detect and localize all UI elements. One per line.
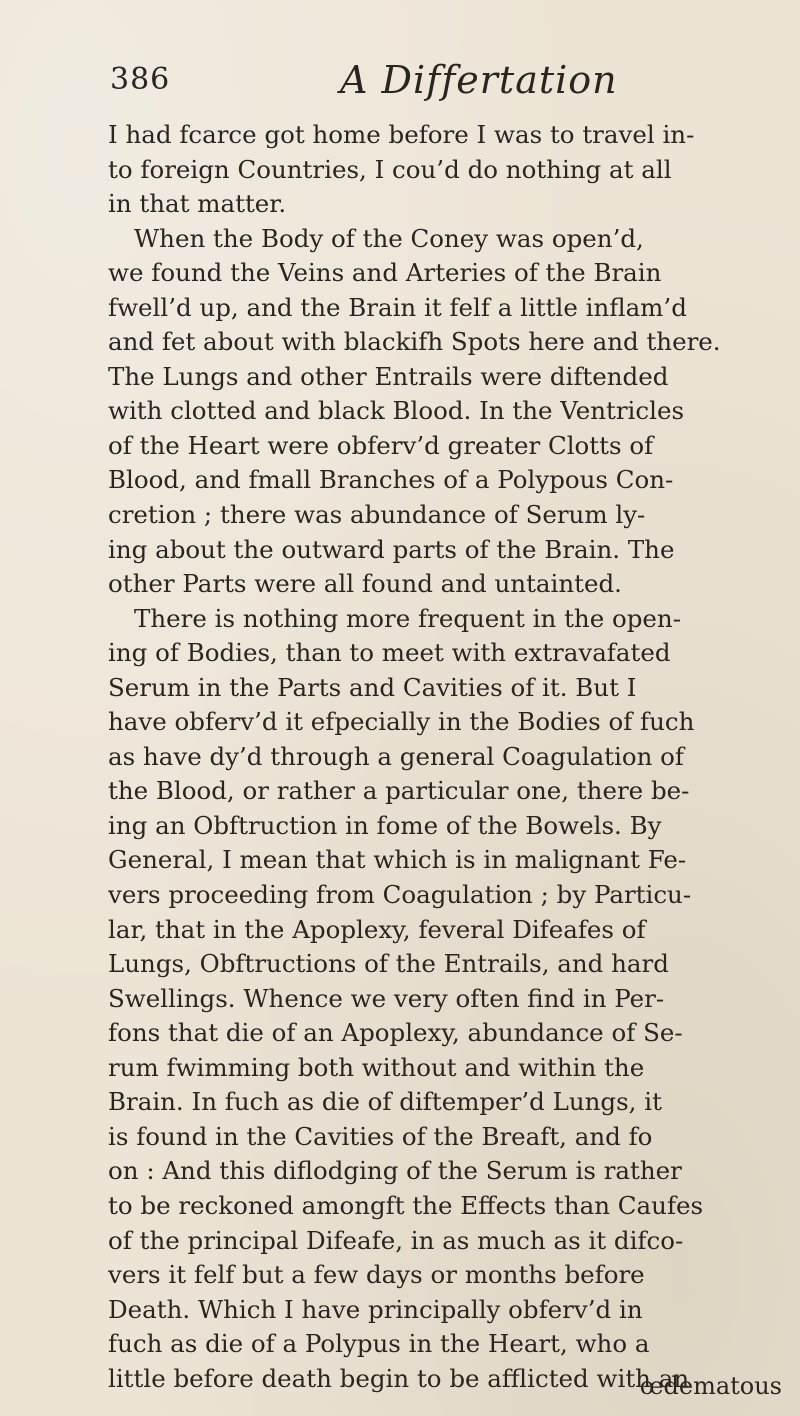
text-line: Lungs, Obftructions of the Entrails, and hard [108, 949, 669, 979]
text-line: to foreign Countries, I cou’d do nothing at all [108, 154, 672, 184]
text-line: fons that die of an Apoplexy, abundance of Se- [108, 1018, 683, 1048]
text-line: Blood, and fmall Branches of a Polypous Con- [108, 465, 674, 495]
text-line: The Lungs and other Entrails were diftended [108, 361, 669, 391]
text-line: Brain. In fuch as die of diftemper’d Lungs, it [108, 1087, 662, 1117]
text-line: Serum in the Parts and Cavities of it. But I [108, 672, 637, 702]
text-line: of the principal Difeafe, in as much as it difco- [108, 1225, 684, 1255]
text-line: in that matter. [108, 189, 287, 219]
text-line: vers it felf but a few days or months before [108, 1260, 645, 1290]
text-line: the Blood, or rather a particular one, there be- [108, 776, 690, 806]
text-line: little before death begin to be afflicted with an [108, 1363, 690, 1393]
running-title: A Differtation [340, 58, 618, 102]
text-line: of the Heart were obferv’d greater Clotts of [108, 430, 654, 460]
text-line: on : And this diflodging of the Serum is rather [108, 1156, 682, 1186]
text-line: fwell’d up, and the Brain it felf a little inflam’d [108, 292, 687, 322]
text-line: cretion ; there was abundance of Serum ly- [108, 500, 646, 530]
text-line: and fet about with blackifh Spots here and there. [108, 327, 721, 357]
text-line: have obferv’d it efpecially in the Bodies of fuch [108, 707, 695, 737]
text-line: is found in the Cavities of the Breaft, and fo [108, 1121, 653, 1151]
text-line: ing about the outward parts of the Brain. The [108, 534, 675, 564]
text-line: ing of Bodies, than to meet with extravafated [108, 638, 671, 668]
text-line: ing an Obftruction in fome of the Bowels. By [108, 810, 662, 840]
text-line: to be reckoned amongft the Effects than Caufes [108, 1190, 704, 1220]
page-header [110, 58, 750, 114]
text-line: fuch as die of a Polypus in the Heart, who a [108, 1329, 650, 1359]
body-text [108, 118, 788, 1396]
text-line: lar, that in the Apoplexy, feveral Difeafes of [108, 914, 646, 944]
text-line: with clotted and black Blood. In the Ventricles [108, 396, 685, 426]
text-line: Swellings. Whence we very often find in Per- [108, 983, 665, 1013]
text-line: There is nothing more frequent in the open- [134, 603, 681, 633]
text-line: as have dy’d through a general Coagulation of [108, 741, 685, 771]
text-line: Death. Which I have principally obferv’d in [108, 1294, 643, 1324]
text-line: vers proceeding from Coagulation ; by Particu- [108, 880, 692, 910]
text-line: When the Body of the Coney was open’d, [134, 223, 644, 253]
text-line: other Parts were all found and untainted. [108, 569, 622, 599]
text-line: we found the Veins and Arteries of the Brain [108, 258, 662, 288]
text-line: I had fcarce got home before I was to travel in- [108, 120, 695, 149]
page-number: 386 [110, 62, 171, 97]
text-line: rum fwimming both without and within the [108, 1052, 645, 1082]
text-line: General, I mean that which is in malignant Fe- [108, 845, 687, 875]
catchword: œdematous [639, 1372, 782, 1400]
